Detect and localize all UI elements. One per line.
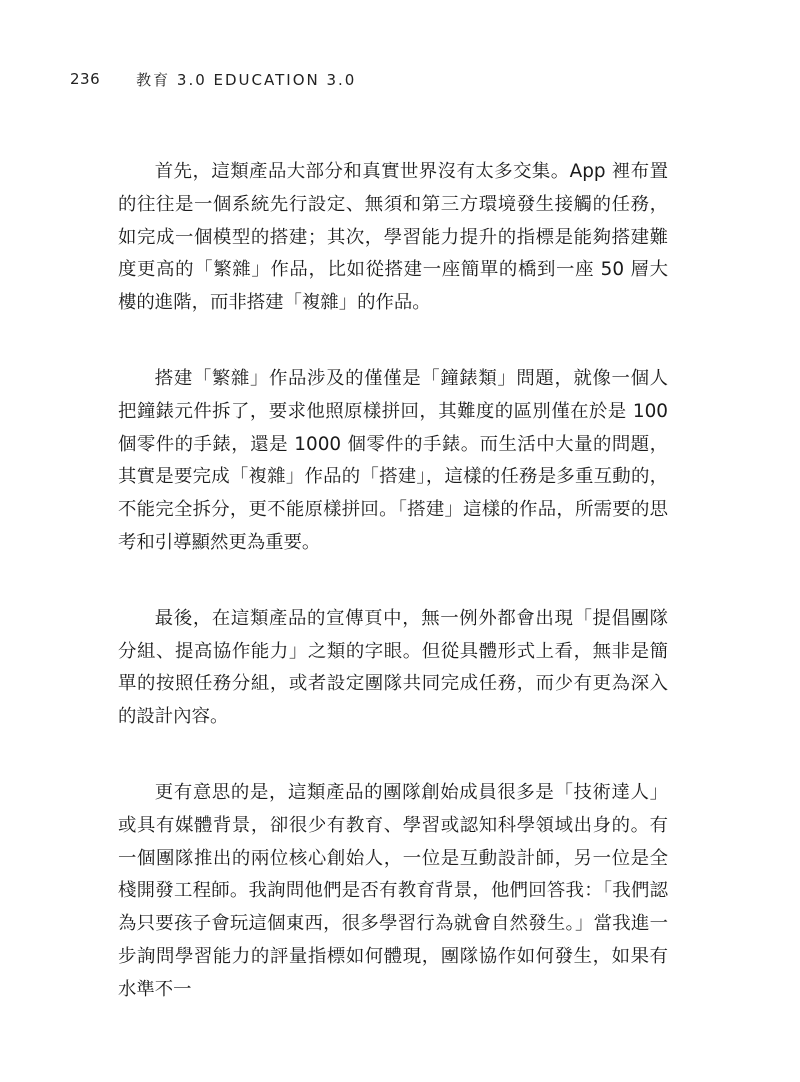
paragraph-1: 首先，這類產品大部分和真實世界沒有太多交集。App 裡布置的往往是一個系統先行設定、無須和第三方環境發生接觸的任務，如完成一個模型的搭建；其次，學習能力提升的指標是能夠搭建難度更高的「繁雜」作品，比如從搭建一座簡單的橋到一座 50 層大樓的進階，而非搭建「複雜」的作品。 bbox=[118, 161, 668, 314]
paragraph-2: 搭建「繁雜」作品涉及的僅僅是「鐘錶類」問題，就像一個人把鐘錶元件拆了，要求他照原樣拼回，其難度的區別僅在於是 100 個零件的手錶，還是 1000 個零件的手錶。而生活中大量的問題，其實是要完成「複雜」作品的「搭建」，這樣的任務是多重互動的，不能完全拆分，更不能原樣拼回。「搭建」這樣的作品，所需要的思考和引導顯然更為重要。 bbox=[118, 367, 668, 553]
body-text bbox=[118, 156, 668, 1050]
page-number: 236 bbox=[70, 70, 101, 88]
paragraph-4: 更有意思的是，這類產品的團隊創始成員很多是「技術達人」或具有媒體背景，卻很少有教育、學習或認知科學領域出身的。有一個團隊推出的兩位核心創始人，一位是互動設計師，另一位是全棧開發工程師。我詢問他們是否有教育背景，他們回答我：「我們認為只要孩子會玩這個東西，很多學習行為就會自然發生。」當我進一步詢問學習能力的評量指標如何體現，團隊協作如何發生，如果有水準不一 bbox=[118, 781, 668, 1000]
running-header bbox=[70, 66, 356, 92]
book-title: 教育 3.0 EDUCATION 3.0 bbox=[136, 70, 357, 89]
paragraph-3: 最後，在這類產品的宣傳頁中，無一例外都會出現「提倡團隊分組、提高協作能力」之類的字眼。但從具體形式上看，無非是簡單的按照任務分組，或者設定團隊共同完成任務，而少有更為深入的設計內容。 bbox=[118, 607, 668, 728]
